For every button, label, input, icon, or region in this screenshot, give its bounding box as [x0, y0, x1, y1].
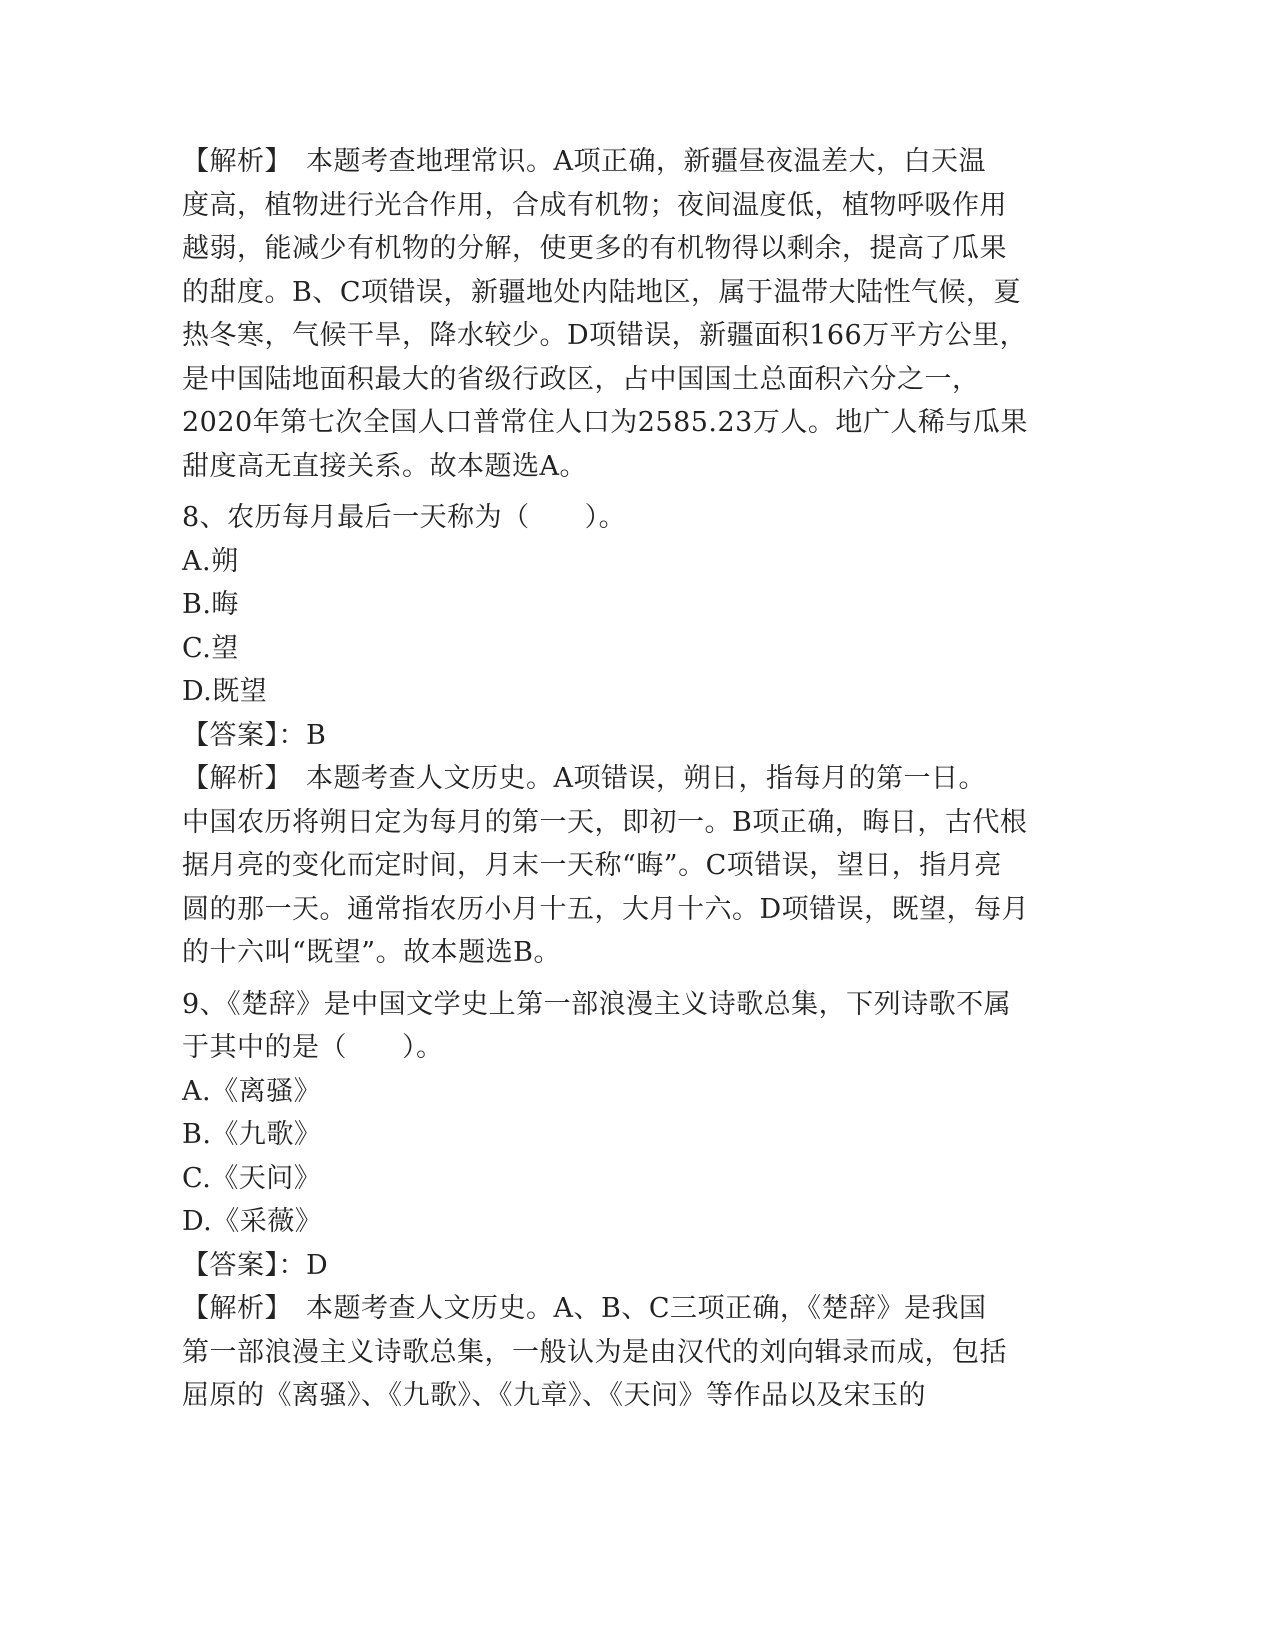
option-c: C.望	[182, 632, 239, 664]
question-text: 于其中的是（ ）。	[182, 1032, 444, 1063]
analysis-line: 度高，植物进行光合作用，合成有机物；夜间温度低，植物呼吸作用	[182, 189, 1007, 221]
analysis-line: 越弱，能减少有机物的分解，使更多的有机物得以剩余，提高了瓜果	[182, 233, 1007, 264]
analysis-line: 甜度高无直接关系。故本题选A。	[182, 450, 587, 482]
answer-line: 【答案】：B	[182, 719, 327, 751]
option-b: B.《九歌》	[182, 1119, 322, 1150]
analysis-line: 的十六叫“既望”。故本题选B。	[182, 937, 561, 968]
analysis-line: 圆的那一天。通常指农历小月十五，大月十六。D项错误，既望，每月	[182, 893, 1030, 925]
option-a: A.朔	[182, 545, 239, 577]
document-page	[182, 140, 1072, 1418]
analysis-line: 2020年第七次全国人口普常住人口为2585.23万人。地广人稀与瓜果	[182, 407, 1028, 438]
question-text: 9、《楚辞》是中国文学史上第一部浪漫主义诗歌总集，下列诗歌不属	[182, 988, 1012, 1020]
analysis-line: 【解析】 本题考查地理常识。A项正确，新疆昼夜温差大，白天温	[182, 146, 986, 177]
analysis-line: 是中国陆地面积最大的省级行政区，占中国国土总面积六分之一，	[182, 363, 980, 395]
option-b: B.晦	[182, 589, 239, 620]
analysis-line: 屈原的《离骚》、《九歌》、《九章》、《天问》等作品以及宋玉的	[182, 1380, 926, 1411]
analysis-line: 热冬寒，气候干旱，降水较少。D项错误，新疆面积166万平方公里，	[182, 320, 1028, 351]
analysis-line: 【解析】 本题考查人文历史。A项错误，朔日，指每月的第一日。	[182, 763, 986, 794]
analysis-line: 据月亮的变化而定时间，月末一天称“晦”。C项错误，望日，指月亮	[182, 850, 1002, 881]
analysis-line: 的甜度。B、C项错误，新疆地处内陆地区，属于温带大陆性气候，夏	[182, 276, 1021, 308]
analysis-line: 【解析】 本题考查人文历史。A、B、C三项正确，《楚辞》是我国	[182, 1293, 987, 1324]
analysis-block-q7	[182, 140, 1072, 488]
option-d: D.既望	[182, 676, 268, 707]
question-9	[182, 983, 1072, 1418]
option-a: A.《离骚》	[182, 1075, 322, 1107]
spacer	[182, 975, 1072, 983]
spacer	[182, 488, 1072, 496]
question-8	[182, 496, 1072, 975]
question-text: 8、农历每月最后一天称为（ ）。	[182, 502, 627, 533]
analysis-line: 中国农历将朔日定为每月的第一天，即初一。B项正确，晦日，古代根	[182, 806, 1028, 838]
analysis-line: 第一部浪漫主义诗歌总集，一般认为是由汉代的刘向辑录而成，包括	[182, 1336, 1007, 1368]
option-d: D.《采薇》	[182, 1206, 323, 1237]
answer-line: 【答案】：D	[182, 1249, 329, 1281]
option-c: C.《天问》	[182, 1162, 322, 1194]
